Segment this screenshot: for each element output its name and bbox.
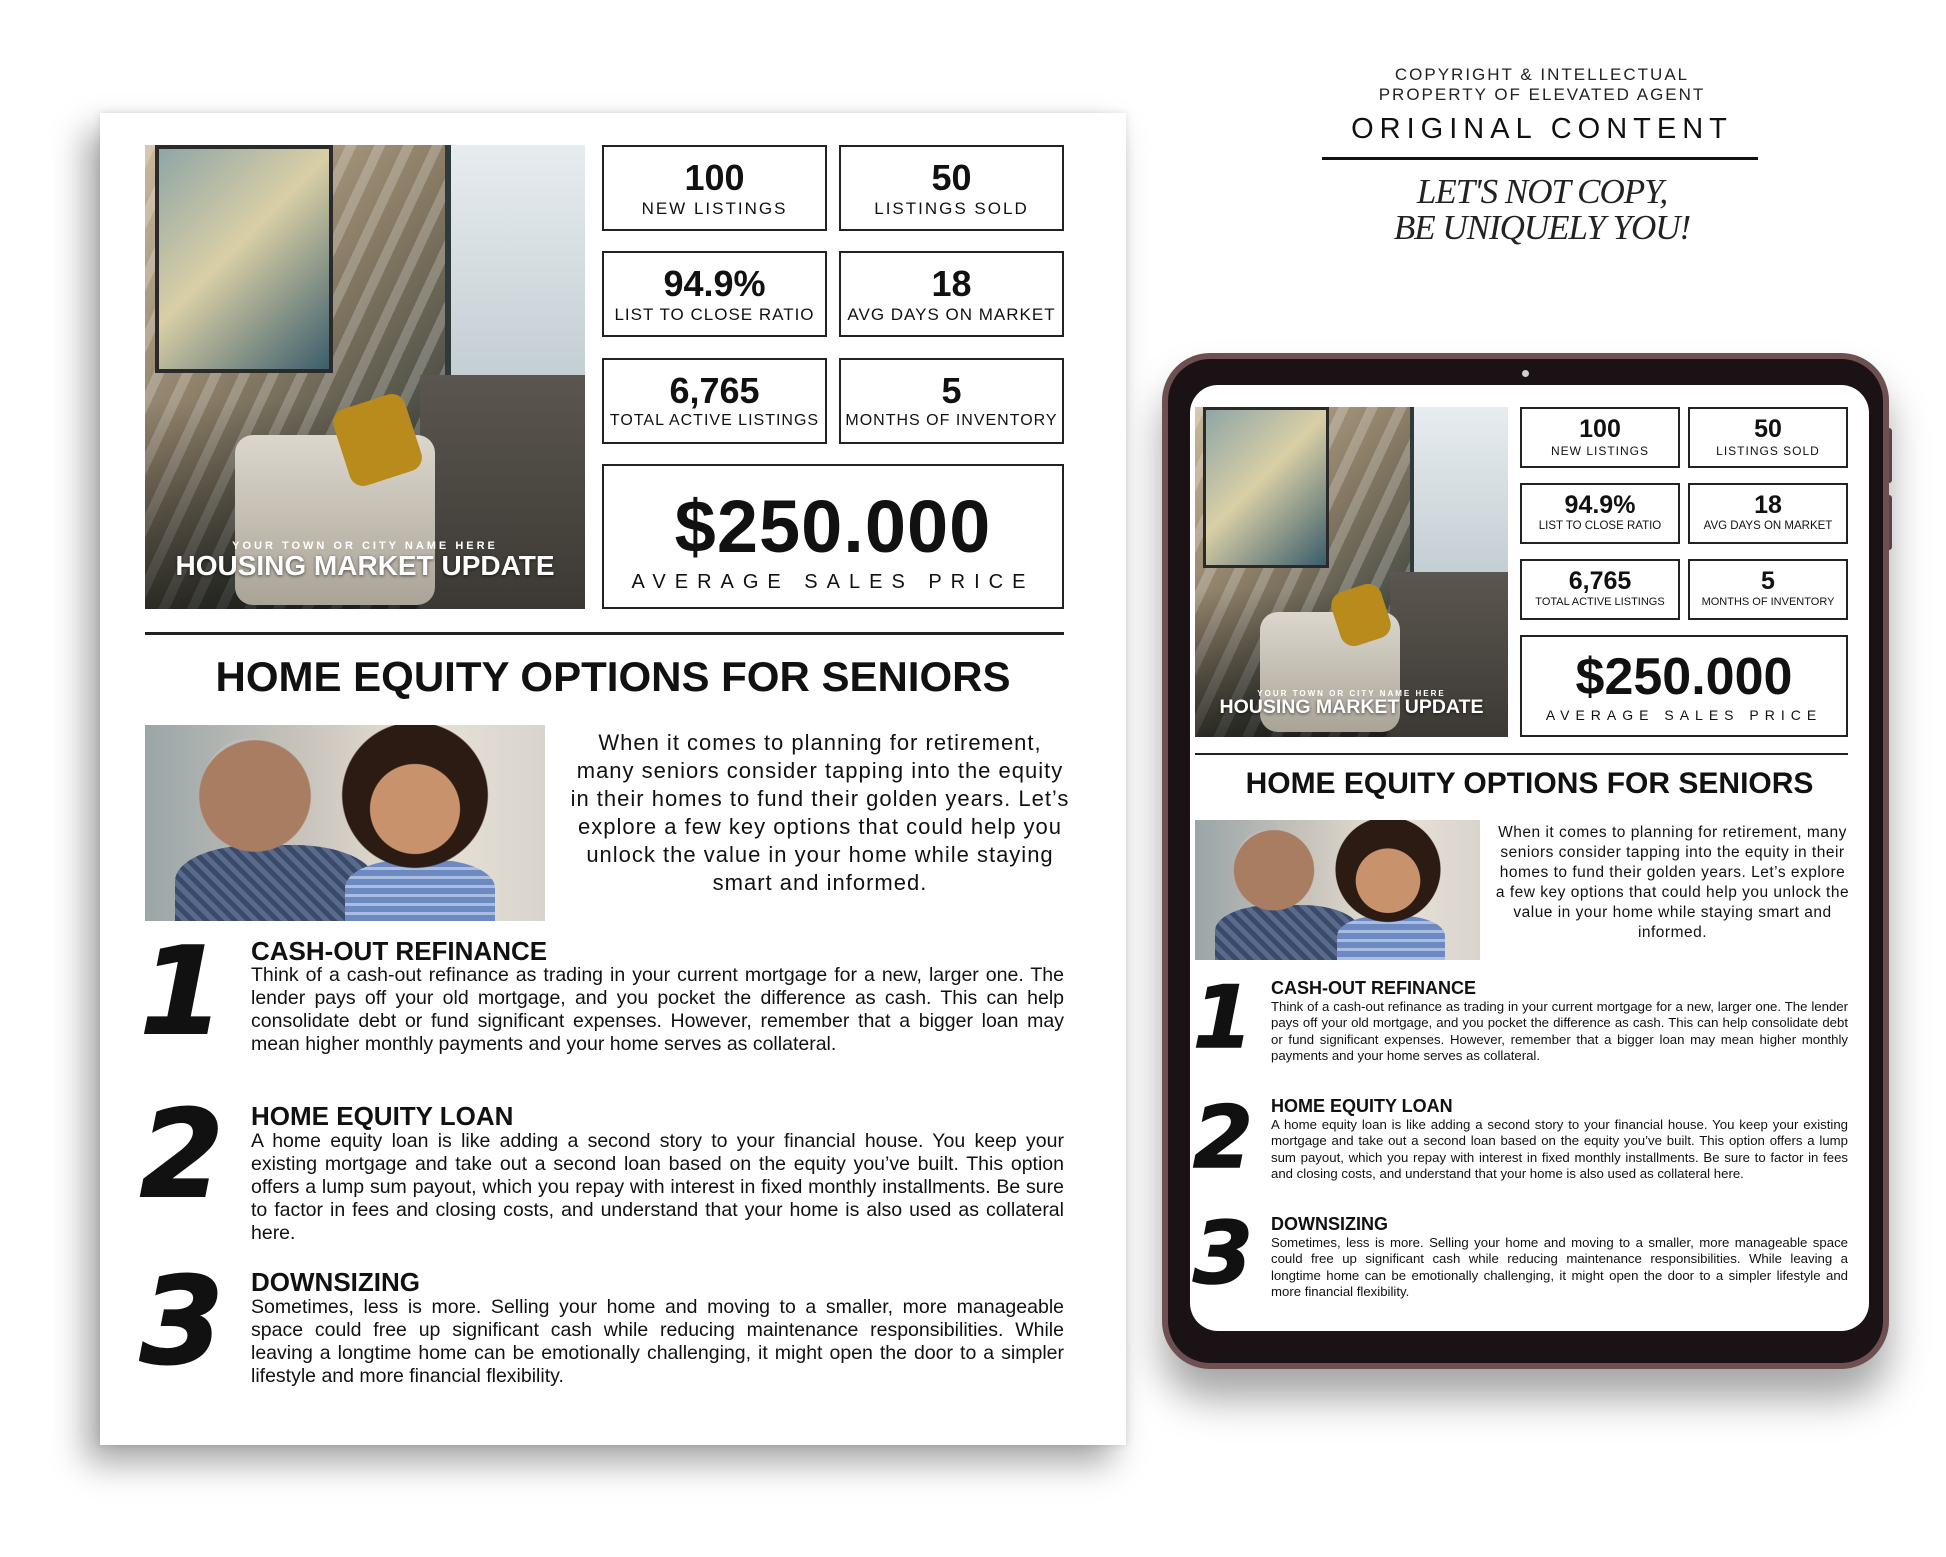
copyright-rule (1322, 157, 1758, 160)
stat-value: 94.9% (1564, 491, 1636, 519)
average-price-value: $250.000 (1575, 648, 1793, 706)
stat-value: 6,765 (669, 370, 760, 411)
tablet-section-title-downsizing: DOWNSIZING (1271, 1214, 1388, 1234)
man-face (190, 740, 320, 900)
section-body-downsizing: Sometimes, less is more. Selling your home and moving to a smaller, more manageable space could free up significant cash while reducing maintenance responsibilities. While leaving a longtime home can be emotionally challenging, it might open the door to a simpler lifestyle and more financial flexibility. (251, 1296, 1064, 1387)
stat-label: MONTHS OF INVENTORY (1701, 596, 1835, 608)
stat-new-listings (602, 145, 827, 231)
stat-value: 94.9% (663, 263, 766, 304)
section-title-cash-out: CASH-OUT REFINANCE (251, 936, 548, 966)
stat-label: NEW LISTINGS (1550, 444, 1649, 458)
man-face (1227, 830, 1321, 945)
flyer-page (100, 113, 1126, 1445)
tablet-section-body-cash-out: Think of a cash-out refinance as trading in your current mortgage for a new, larger one. The lender pays off your old mortgage, and you pocket the difference as cash. This can help consolidate debt or fund significant expenses. However, remember that a bigger loan may mean higher monthly payments and your home serves as collateral. (1271, 999, 1848, 1063)
tablet-average-price-box (1520, 635, 1848, 737)
average-price-value: $250.000 (674, 485, 992, 568)
window (445, 145, 585, 381)
stat-months-inventory (839, 358, 1064, 444)
tablet-intro-paragraph: When it comes to planning for retirement, many seniors consider tapping into the equity in their homes to fund their golden years. Let’s explore a few key options that could help you unlock the value in your home while staying smart and informed. (1495, 824, 1850, 941)
tablet-hero-location-text: YOUR TOWN OR CITY NAME HERE (1257, 689, 1446, 698)
divider (145, 632, 1064, 635)
stat-listings-sold (839, 145, 1064, 231)
hero-location-text: YOUR TOWN OR CITY NAME HERE (232, 540, 498, 552)
article-heading: HOME EQUITY OPTIONS FOR SENIORS (215, 653, 1011, 700)
copyright-line-1: COPYRIGHT & INTELLECTUAL (1394, 65, 1690, 84)
stat-value: 5 (941, 370, 962, 411)
stat-label: NEW LISTINGS (641, 199, 788, 218)
stat-label: LIST TO CLOSE RATIO (1538, 520, 1662, 532)
child-face (355, 755, 475, 875)
numeral-1: 1 (140, 923, 224, 1062)
stat-total-active (602, 358, 827, 444)
tablet-camera (1522, 370, 1529, 377)
tablet-section-body-home-equity-loan: A home equity loan is like adding a second story to your financial house. You keep your existing mortgage and take out a second loan based on the equity you’ve built. This option offers a lump sum payout, which you repay with interest in fixed monthly installments. Be sure to factor in fees and closing costs, and understand that your home is also used as collateral here. (1271, 1117, 1848, 1181)
stat-label: LISTINGS SOLD (1716, 444, 1820, 458)
child-face (1345, 842, 1431, 928)
tablet-hero-title: HOUSING MARKET UPDATE (1219, 696, 1484, 718)
hero-photo (145, 145, 585, 609)
stat-value: 50 (1754, 415, 1782, 443)
section-title-home-equity-loan: HOME EQUITY LOAN (251, 1101, 514, 1131)
tablet-grandfather-child-photo (1195, 820, 1480, 960)
window (1410, 407, 1508, 576)
stat-label: TOTAL ACTIVE LISTINGS (609, 412, 820, 429)
tablet-section-title-home-equity-loan: HOME EQUITY LOAN (1271, 1096, 1453, 1116)
tablet-hero-photo (1195, 407, 1508, 737)
tablet-stat-avg-days (1688, 483, 1848, 544)
wall-art (1203, 407, 1329, 568)
stat-label: MONTHS OF INVENTORY (845, 412, 1058, 429)
stat-label: AVG DAYS ON MARKET (1703, 520, 1833, 532)
tagline-line-1: LET'S NOT COPY, (1416, 172, 1668, 211)
tablet-stat-new-listings (1520, 407, 1680, 468)
wall-art (155, 145, 333, 373)
tablet-divider (1195, 753, 1848, 755)
copyright-line-2: PROPERTY OF ELEVATED AGENT (1378, 85, 1706, 104)
tablet-stat-total-active (1520, 559, 1680, 620)
stat-label: LISTINGS SOLD (874, 199, 1029, 218)
numeral-2: 2 (140, 1086, 224, 1225)
section-body-cash-out: Think of a cash-out refinance as trading in your current mortgage for a new, larger one. The lender pays off your old mortgage, and you pocket the difference as cash. This can help consolidate debt or fund significant expenses. However, remember that a bigger loan may mean higher monthly payments and your home serves as collateral. (251, 964, 1064, 1055)
tagline-line-2: BE UNIQUELY YOU! (1393, 208, 1691, 247)
stat-value: 50 (931, 157, 972, 198)
tablet-numeral-1: 1 (1193, 968, 1253, 1068)
average-price-label: AVERAGE SALES PRICE (1545, 707, 1823, 723)
stat-avg-days (839, 251, 1064, 337)
stat-list-to-close (602, 251, 827, 337)
stat-value: 5 (1761, 567, 1775, 595)
tablet-stat-months-inventory (1688, 559, 1848, 620)
tablet-stat-list-to-close (1520, 483, 1680, 544)
stat-value: 6,765 (1568, 567, 1632, 595)
numeral-3: 3 (140, 1253, 224, 1392)
original-content-heading: ORIGINAL CONTENT (1351, 113, 1733, 145)
tablet-numeral-3: 3 (1193, 1204, 1253, 1304)
tablet-stat-listings-sold (1688, 407, 1848, 468)
tablet-article-heading: HOME EQUITY OPTIONS FOR SENIORS (1245, 767, 1814, 800)
tablet-screen (1190, 385, 1869, 1331)
stat-label: AVG DAYS ON MARKET (847, 305, 1056, 324)
tablet-numeral-2: 2 (1193, 1088, 1253, 1188)
intro-paragraph: When it comes to planning for retirement, many seniors consider tapping into the equity in their homes to fund their golden years. Let’s explore a few key options that could help you unlock the value in your home while staying smart and informed. (570, 730, 1070, 895)
stat-value: 100 (1579, 415, 1621, 443)
average-price-box (602, 464, 1064, 609)
grandfather-child-photo (145, 725, 545, 921)
hero-title: HOUSING MARKET UPDATE (175, 550, 555, 581)
stat-value: 18 (931, 263, 972, 304)
stat-label: LIST TO CLOSE RATIO (614, 305, 815, 324)
average-price-label: AVERAGE SALES PRICE (631, 571, 1035, 593)
stat-label: TOTAL ACTIVE LISTINGS (1535, 596, 1665, 608)
stat-value: 18 (1754, 491, 1782, 519)
section-title-downsizing: DOWNSIZING (251, 1267, 420, 1297)
tablet-section-title-cash-out: CASH-OUT REFINANCE (1271, 978, 1476, 998)
stat-value: 100 (684, 157, 745, 198)
section-body-home-equity-loan: A home equity loan is like adding a second story to your financial house. You keep your existing mortgage and take out a second loan based on the equity you’ve built. This option offers a lump sum payout, which you repay with interest in fixed monthly installments. Be sure to factor in fees and closing costs, and understand that your home is also used as collateral here. (251, 1130, 1064, 1244)
tablet-section-body-downsizing: Sometimes, less is more. Selling your home and moving to a smaller, more manageable space could free up significant cash while reducing maintenance responsibilities. While leaving a longtime home can be emotionally challenging, it might open the door to a simpler lifestyle and more financial flexibility. (1271, 1235, 1848, 1299)
